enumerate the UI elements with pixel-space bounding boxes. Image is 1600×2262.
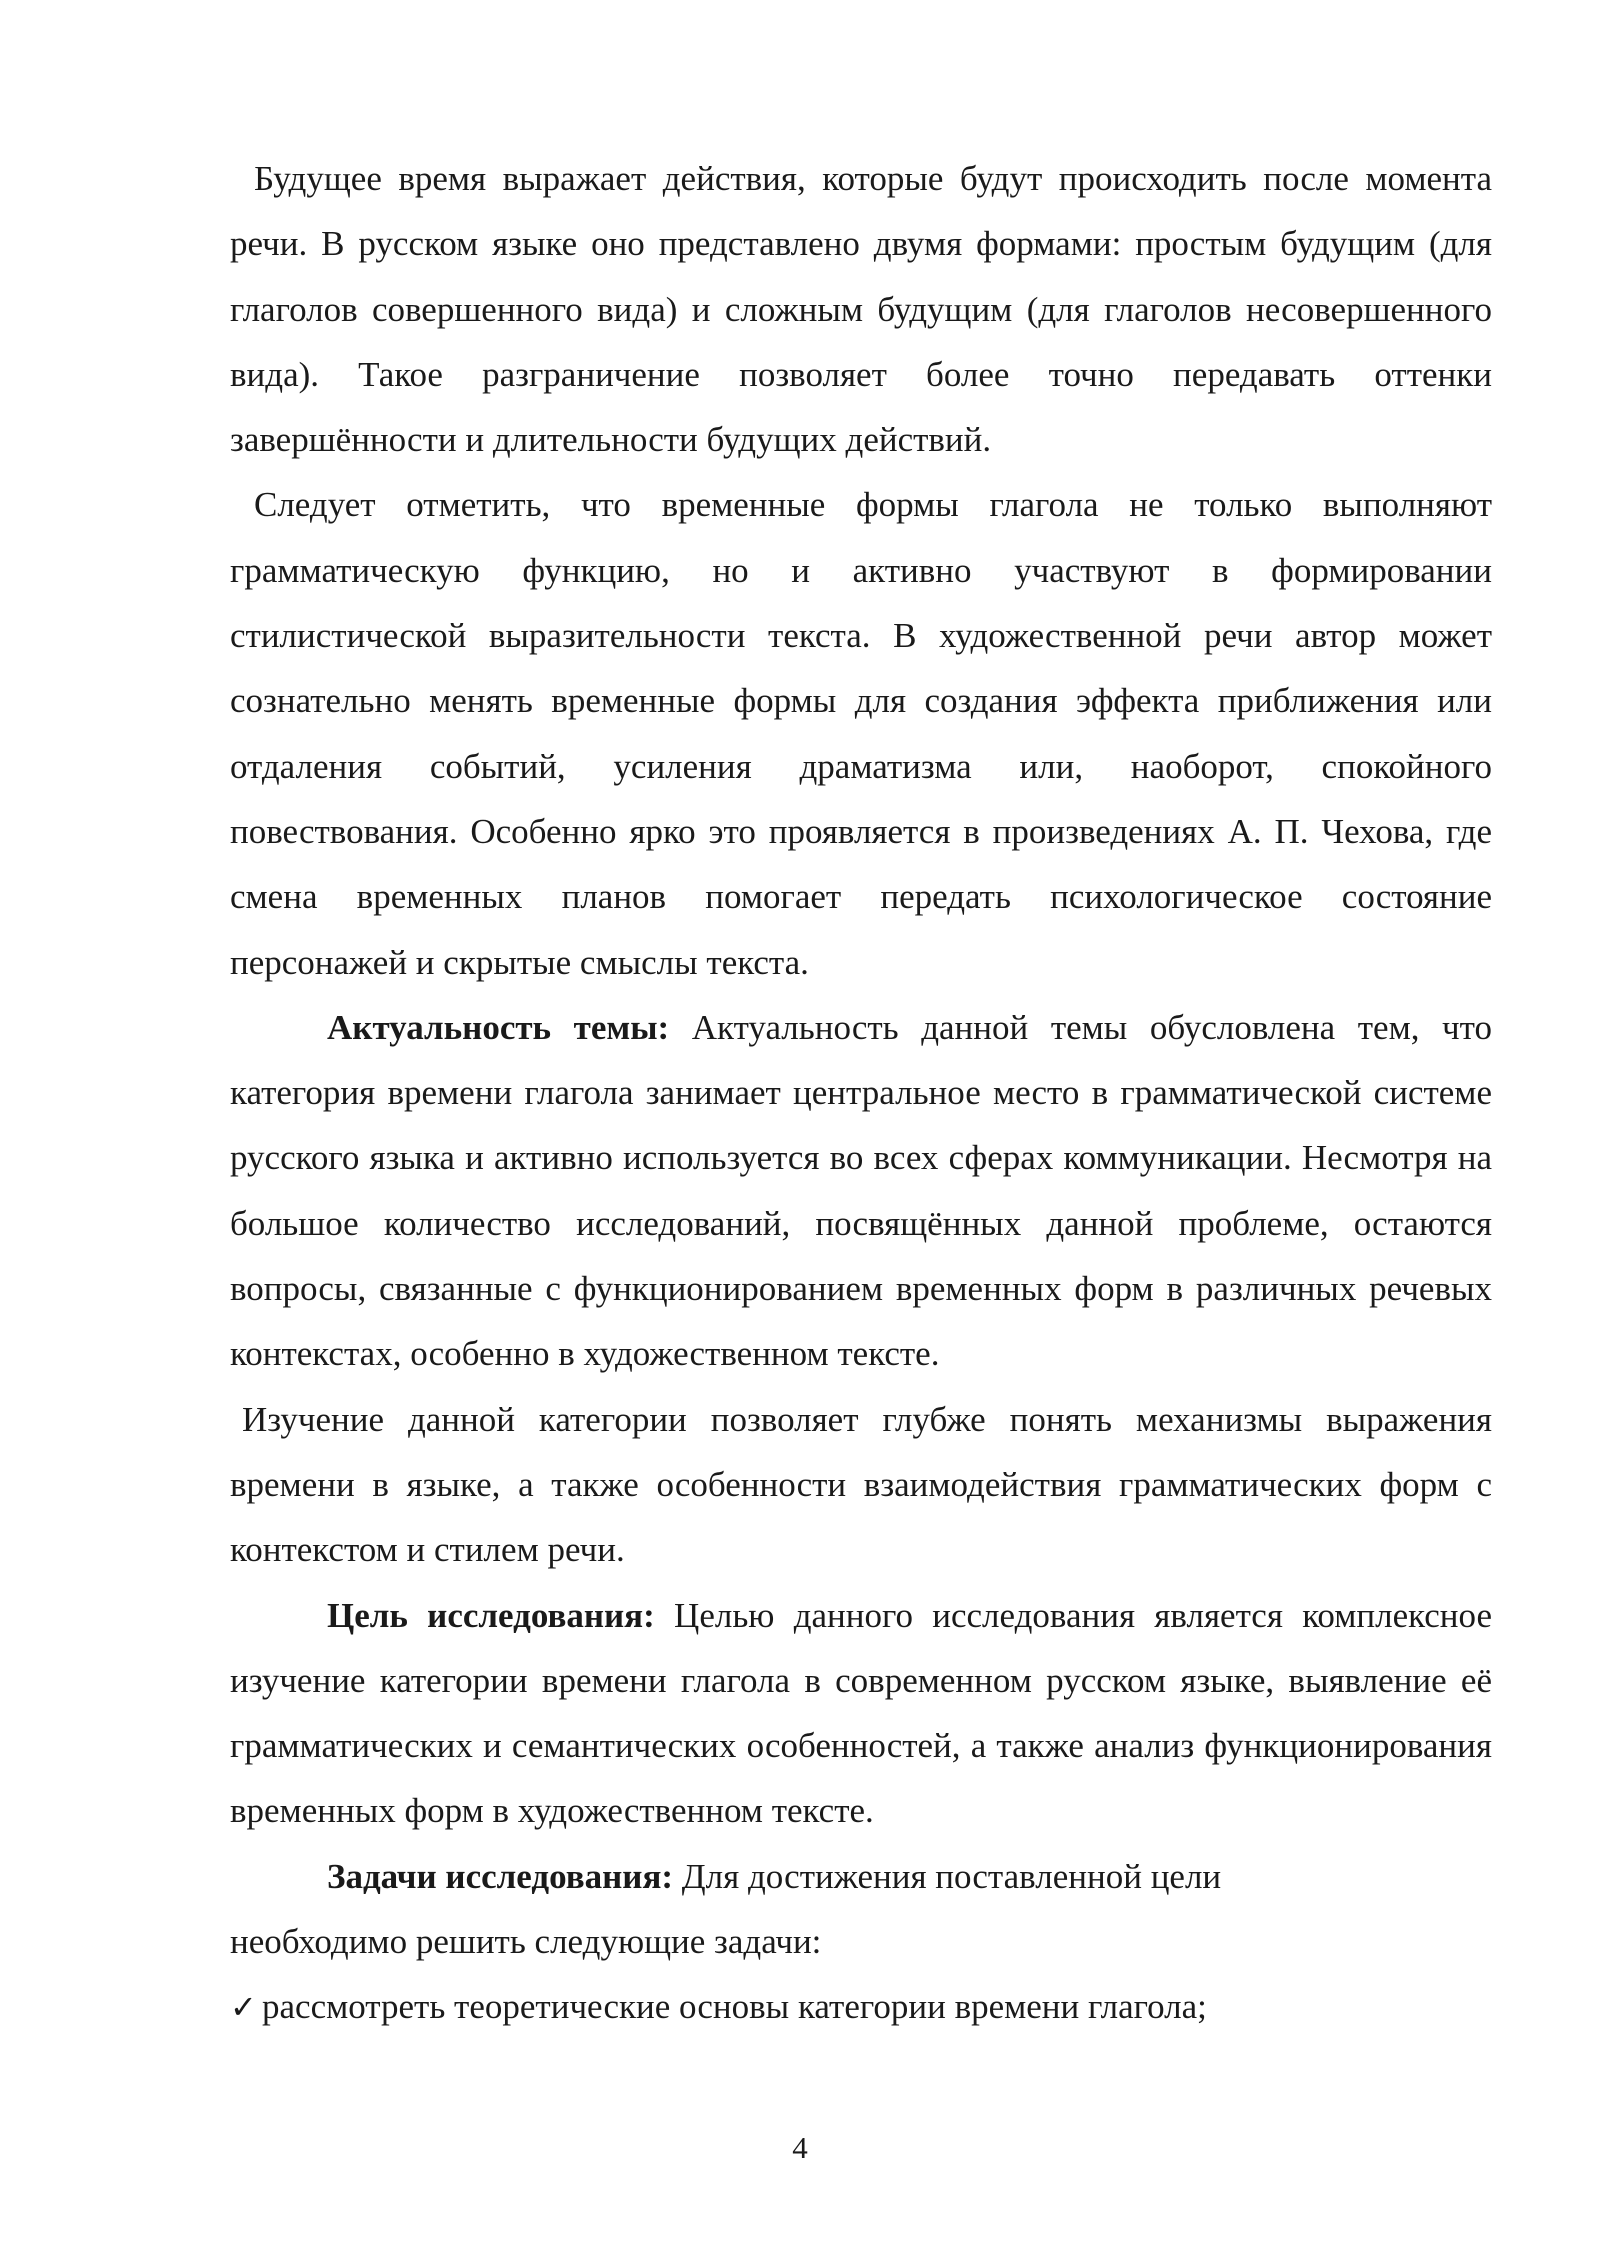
paragraph-goal: [230, 1583, 1492, 1844]
paragraph-stylistic-function: [230, 472, 1492, 994]
section-lead-tasks: Задачи исследования:: [327, 1856, 674, 1896]
checkmark-icon: ✓: [230, 1988, 257, 2027]
page-number: 4: [792, 2130, 808, 2165]
paragraph-tasks-intro: [230, 1844, 1492, 1909]
paragraph-text: Изучение данной категории позволяет глубже понять механизмы выражения времени в языке, а также особенности взаимодействия грамматических форм с контекстом и стилем речи.: [230, 1399, 1492, 1570]
paragraph-text: Будущее время выражает действия, которые будут происходить после момента речи. В русском языке оно представлено двумя формами: простым будущим (для глаголов совершенного вида) и сложным будущим (для глаголов несовершенного вида). Такое разграничение позволяет более точно передавать оттенки завершённости и длительности будущих действий.: [230, 159, 1492, 460]
section-lead-goal: Цель исследования:: [327, 1595, 655, 1635]
paragraph-future-tense: [230, 146, 1492, 472]
paragraph-relevance: [230, 995, 1492, 1387]
paragraph-text: Следует отметить, что временные формы глагола не только выполняют грамматическую функцию, но и активно участвуют в формировании стилистической выразительности текста. В художественной речи автор может сознательно менять временные формы для создания эффекта приближения или отдаления событий, усиления драматизма или, наоборот, спокойного повествования. Особенно ярко это проявляется в произведениях А. П. Чехова, где смена временных планов помогает передать психологическое состояние персонажей и скрытые смыслы текста.: [230, 485, 1492, 982]
paragraph-text: Для достижения поставленной цели: [673, 1856, 1222, 1896]
paragraph-study-value: [230, 1387, 1492, 1583]
task-list-item: [230, 1974, 1492, 2040]
task-text: рассмотреть теоретические основы категории времени глагола;: [262, 1987, 1207, 2027]
paragraph-text: необходимо решить следующие задачи:: [230, 1922, 822, 1962]
paragraph-tasks-intro-continuation: [230, 1909, 1492, 1974]
page-body: [230, 146, 1492, 2041]
section-lead-relevance: Актуальность темы:: [327, 1007, 670, 1047]
paragraph-text: Целью данного исследования является комплексное изучение категории времени глагола в современном русском языке, выявление её грамматических и семантических особенностей, а также анализ функционирования временных форм в художественном тексте.: [230, 1595, 1492, 1831]
paragraph-text: Актуальность данной темы обусловлена тем, что категория времени глагола занимает центральное место в грамматической системе русского языка и активно используется во всех сферах коммуникации. Несмотря на большое количество исследований, посвящённых данной проблеме, остаются вопросы, связанные с функционированием временных форм в различных речевых контекстах, особенно в художественном тексте.: [230, 1007, 1492, 1374]
